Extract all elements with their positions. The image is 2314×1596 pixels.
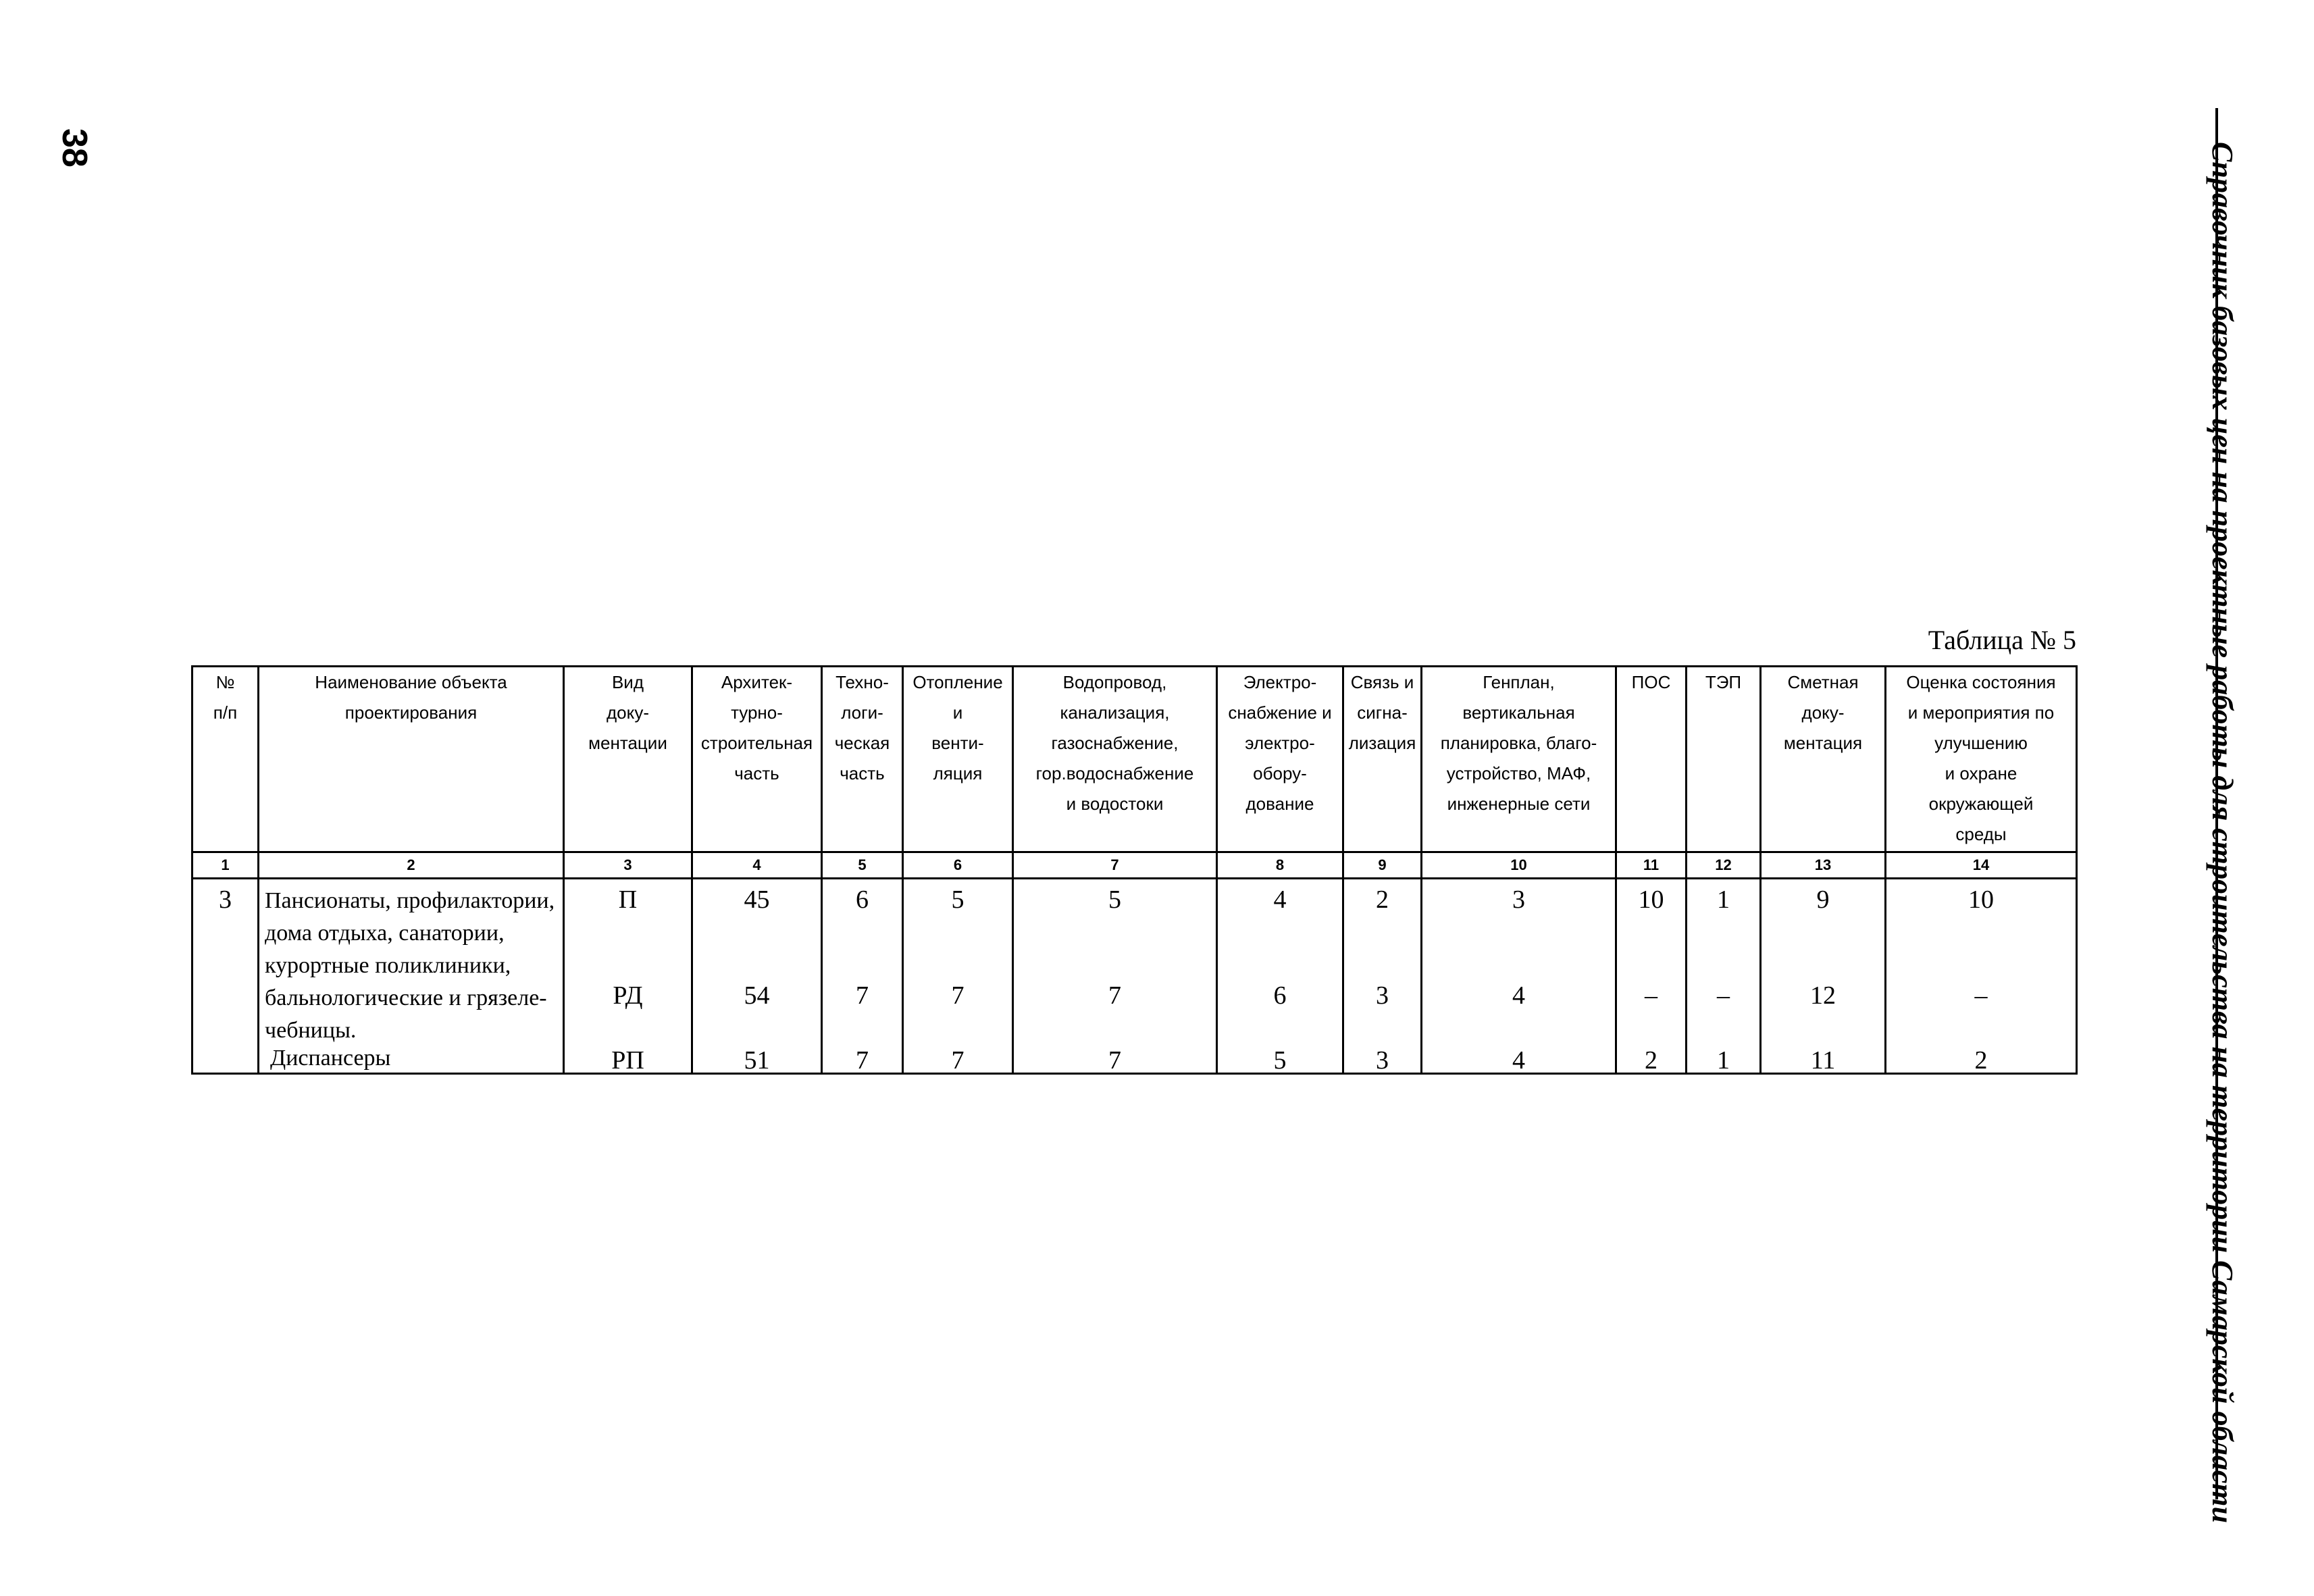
value: 4: [1512, 1046, 1525, 1075]
column-number: 1: [192, 852, 259, 879]
page-number: 38: [55, 128, 94, 168]
object-name-extra: Диспансеры: [270, 1046, 391, 1071]
value-cell: [822, 879, 903, 1074]
doc-type-cell: [564, 879, 692, 1074]
value: 7: [856, 1046, 869, 1075]
value: –: [1645, 981, 1657, 1010]
value-cell: [1687, 879, 1761, 1074]
value: 2: [1376, 885, 1389, 914]
value: 11: [1810, 1046, 1836, 1075]
value: 3: [1512, 885, 1525, 914]
table-row: [192, 879, 2077, 1074]
row-number: 3: [219, 885, 232, 914]
column-number-row: [192, 852, 2077, 879]
header-cell: ТЭП: [1687, 667, 1761, 852]
header-cell: Вид доку- ментации: [564, 667, 692, 852]
value: –: [1717, 981, 1730, 1010]
column-number: 13: [1761, 852, 1886, 879]
value: 2: [1974, 1046, 1988, 1075]
value: 6: [1273, 981, 1287, 1010]
value: 7: [1108, 1046, 1121, 1075]
header-cell: Связь и сигна- лизация: [1343, 667, 1422, 852]
column-number: 10: [1422, 852, 1616, 879]
price-table: [191, 665, 2078, 1075]
value: 3: [1376, 981, 1389, 1010]
header-cell: Отопление и венти- ляция: [903, 667, 1013, 852]
value: 1: [1717, 1046, 1730, 1075]
doc-type: П: [618, 885, 638, 914]
running-header: Справочник базовых цен на проектные работы для строительства на территории Самарской области: [2206, 142, 2239, 1524]
table-caption: Таблица № 5: [1928, 625, 2076, 655]
value: 7: [951, 981, 965, 1010]
column-number: 11: [1616, 852, 1687, 879]
column-number: 9: [1343, 852, 1422, 879]
column-number: 6: [903, 852, 1013, 879]
value: 6: [856, 885, 869, 914]
value: 10: [1638, 885, 1664, 914]
value-cell: [1422, 879, 1616, 1074]
header-cell: ПОС: [1616, 667, 1687, 852]
value: 7: [1108, 981, 1121, 1010]
value: 9: [1816, 885, 1830, 914]
value: 5: [1273, 1046, 1287, 1075]
value: 4: [1273, 885, 1287, 914]
value: 5: [951, 885, 965, 914]
value: 12: [1810, 981, 1836, 1010]
row-number-cell: [192, 879, 259, 1074]
value: 3: [1376, 1046, 1389, 1075]
object-name: Пансионаты, профилактории, дома отдыха, санатории, курортные поликлиники, бальнологические и грязеле- чебницы.: [265, 888, 555, 1043]
value: 7: [951, 1046, 965, 1075]
value: 1: [1717, 885, 1730, 914]
column-number: 8: [1217, 852, 1343, 879]
value-cell: [1217, 879, 1343, 1074]
header-cell: Водопровод, канализация, газоснабжение, гор.водоснабжение и водостоки: [1013, 667, 1217, 852]
doc-type: РП: [611, 1046, 644, 1075]
header-cell: Архитек- турно- строительная часть: [692, 667, 822, 852]
value: 45: [744, 885, 770, 914]
header-cell: Оценка состояния и мероприятия по улучшению и охране окружающей среды: [1886, 667, 2077, 852]
value: 4: [1512, 981, 1525, 1010]
header-cell: Наименование объекта проектирования: [259, 667, 564, 852]
header-cell: Техно- логи- ческая часть: [822, 667, 903, 852]
value: 2: [1645, 1046, 1657, 1075]
value: 7: [856, 981, 869, 1010]
value-cell: [692, 879, 822, 1074]
value-cell: [903, 879, 1013, 1074]
column-number: 4: [692, 852, 822, 879]
header-cell: № п/п: [192, 667, 259, 852]
value-cell: [1616, 879, 1687, 1074]
value-cell: [1886, 879, 2077, 1074]
value: 5: [1108, 885, 1121, 914]
column-number: 12: [1687, 852, 1761, 879]
value-cell: [1013, 879, 1217, 1074]
value-cell: [1761, 879, 1886, 1074]
value: 54: [744, 981, 770, 1010]
column-number: 3: [564, 852, 692, 879]
column-number: 5: [822, 852, 903, 879]
doc-type: РД: [613, 981, 643, 1010]
value-cell: [1343, 879, 1422, 1074]
column-number: 7: [1013, 852, 1217, 879]
header-cell: Электро- снабжение и электро- обору- дование: [1217, 667, 1343, 852]
column-number: 14: [1886, 852, 2077, 879]
value: 10: [1968, 885, 1994, 914]
value: 51: [744, 1046, 770, 1075]
header-cell: Сметная доку- ментация: [1761, 667, 1886, 852]
value: –: [1974, 981, 1988, 1010]
object-name-cell: [259, 879, 564, 1074]
column-number: 2: [259, 852, 564, 879]
header-cell: Генплан, вертикальная планировка, благо- устройство, МАФ, инженерные сети: [1422, 667, 1616, 852]
header-row: [192, 667, 2077, 852]
